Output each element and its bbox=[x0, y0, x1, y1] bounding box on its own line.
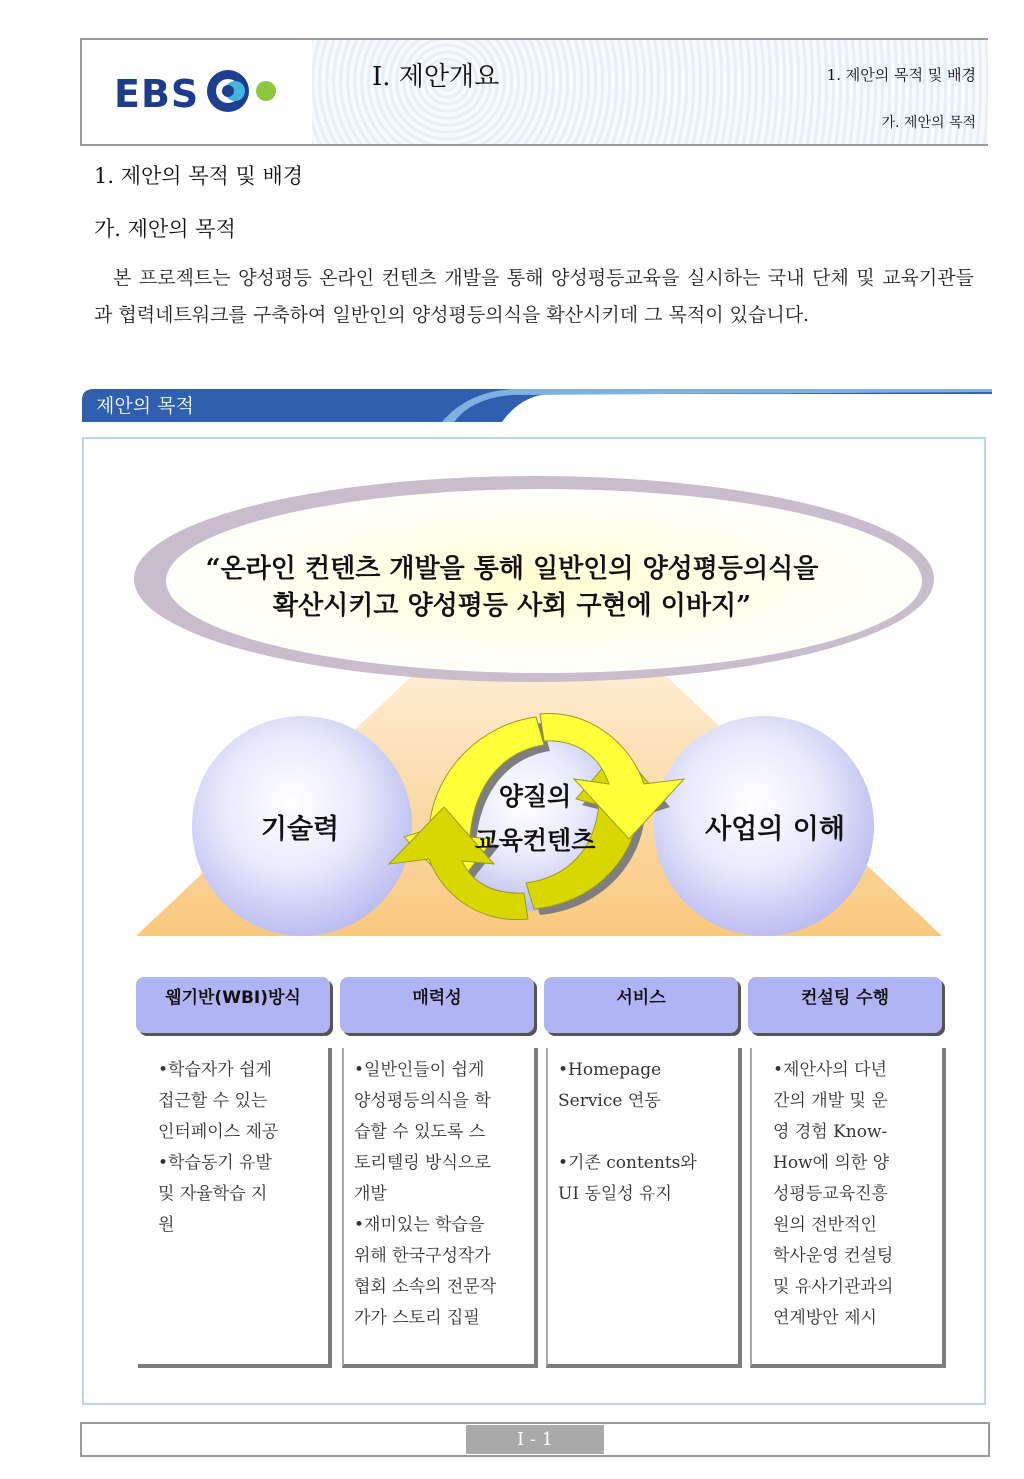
column-line: •일반인들이 쉽게 bbox=[354, 1060, 485, 1080]
column-line: 영 경험 Know- bbox=[773, 1122, 888, 1142]
column-text-1 bbox=[158, 1055, 318, 1241]
column-line: 및 유사기관과의 bbox=[773, 1277, 894, 1297]
column-line: 개발 bbox=[354, 1184, 387, 1204]
breadcrumb-subsection: 가. 제안의 목적 bbox=[881, 115, 976, 131]
column-line: 양성평등의식을 학 bbox=[354, 1091, 491, 1111]
column-line: 습할 수 있도록 스 bbox=[354, 1122, 486, 1142]
circle-label-business: 사업의 이해 bbox=[705, 814, 845, 845]
quote-line-2: 확산시키고 양성평등 사회 구현에 이바지” bbox=[272, 591, 752, 621]
column-line: •학습자가 쉽게 bbox=[158, 1060, 272, 1080]
tab-attractiveness: 매력성 bbox=[340, 977, 534, 1033]
quote-line-1: “온라인 컨텐츠 개발을 통해 일반인의 양성평등의식을 bbox=[205, 554, 819, 584]
section-label: 제안의 목적 bbox=[96, 395, 194, 417]
column-line: How에 의한 양 bbox=[773, 1153, 890, 1173]
column-line: •기존 contents와 bbox=[558, 1153, 697, 1173]
column-line: 가가 스토리 집필 bbox=[354, 1308, 480, 1328]
column-line: 연계방안 제시 bbox=[773, 1308, 877, 1328]
column-line: 위해 한국구성작가 bbox=[354, 1246, 491, 1266]
tab-wbi: 웹기반(WBI)방식 bbox=[136, 977, 330, 1033]
column-line: 원 bbox=[158, 1215, 175, 1235]
column-line bbox=[558, 1117, 728, 1148]
column-line: 원의 전반적인 bbox=[773, 1215, 877, 1235]
column-line: •제안사의 다년 bbox=[773, 1060, 887, 1080]
column-line: 간의 개발 및 운 bbox=[773, 1091, 888, 1111]
column-line: •Homepage bbox=[558, 1060, 662, 1080]
tab-consulting: 컨설팅 수행 bbox=[748, 977, 942, 1033]
column-text-3 bbox=[558, 1055, 728, 1210]
ebs-logo: EBS bbox=[114, 72, 200, 116]
body-paragraph-text: 본 프로젝트는 양성평등 온라인 컨텐츠 개발을 통해 양성평등교육을 실시하는 국내 단체 및 교육기관들과 협력네트워크를 구축하여 일반인의 양성평등의식을 확산시키데 그 목적이 있습니다. bbox=[94, 267, 974, 326]
column-line: 협회 소속의 전문작 bbox=[354, 1277, 497, 1297]
column-text-2 bbox=[354, 1055, 524, 1334]
column-line: 접근할 수 있는 bbox=[158, 1091, 268, 1111]
circle-label-center-1: 양질의 bbox=[498, 782, 572, 811]
column-line: Service 연동 bbox=[558, 1091, 661, 1111]
column-line: UI 동일성 유지 bbox=[558, 1184, 672, 1204]
column-text-4 bbox=[773, 1055, 938, 1334]
body-paragraph bbox=[94, 260, 974, 334]
ebs-logo-mark-icon bbox=[204, 66, 294, 116]
column-line: •학습동기 유발 bbox=[158, 1153, 272, 1173]
section-bar bbox=[82, 386, 992, 422]
circle-label-technology: 기술력 bbox=[260, 814, 340, 845]
column-line: 토리텔링 방식으로 bbox=[354, 1153, 491, 1173]
page-number: Ⅰ - 1 bbox=[466, 1425, 604, 1454]
logo-area bbox=[82, 40, 312, 144]
column-line: 성평등교육진흥 bbox=[773, 1184, 888, 1204]
heading-2: 가. 제안의 목적 bbox=[94, 217, 236, 241]
column-line: 학사운영 컨설팅 bbox=[773, 1246, 894, 1266]
column-line: 인터페이스 제공 bbox=[158, 1122, 279, 1142]
page-title: Ⅰ. 제안개요 bbox=[372, 62, 500, 92]
breadcrumb-section: 1. 제안의 목적 및 배경 bbox=[826, 66, 976, 84]
tab-service: 서비스 bbox=[544, 977, 738, 1033]
page-header bbox=[80, 38, 988, 146]
heading-1: 1. 제안의 목적 및 배경 bbox=[94, 164, 304, 188]
column-line: 및 자율학습 지 bbox=[158, 1184, 268, 1204]
circle-label-center-2: 교육컨텐츠 bbox=[474, 826, 596, 855]
column-line: •재미있는 학습을 bbox=[354, 1215, 485, 1235]
